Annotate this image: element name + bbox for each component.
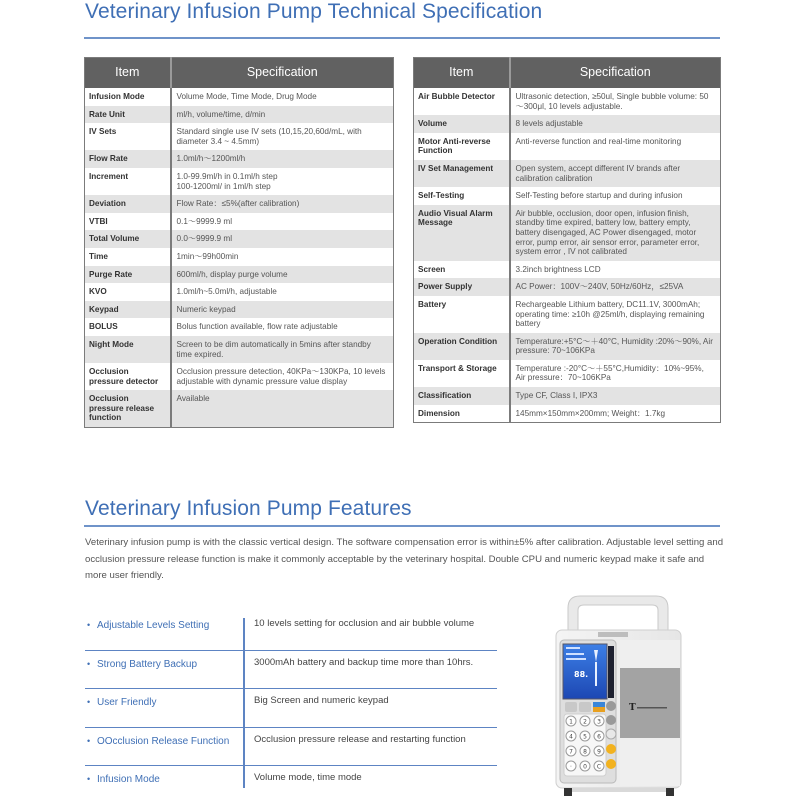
table-row xyxy=(85,123,394,150)
lcd-line xyxy=(566,658,586,660)
spec-item-label: Time xyxy=(85,248,171,266)
table-row xyxy=(85,336,394,363)
table-row xyxy=(414,360,721,387)
lcd-line xyxy=(566,647,580,649)
spec-item-value: 1.0-99.9ml/h in 0.1ml/h step 100-1200ml/ in 1ml/h step xyxy=(176,171,278,191)
features-list xyxy=(85,612,497,804)
table-row xyxy=(414,187,721,205)
spec-item-label: Battery xyxy=(414,296,510,333)
table-row xyxy=(414,387,721,405)
table-row xyxy=(85,266,394,284)
spec-item-label: Classification xyxy=(414,387,510,405)
feature-row xyxy=(85,728,497,767)
keypad-key-label: · xyxy=(570,763,572,771)
spec-item-value: 1.0ml/h~5.0ml/h, adjustable xyxy=(176,287,277,297)
spec-item-label: Purge Rate xyxy=(85,266,171,284)
brand-logo-icon: T xyxy=(629,703,636,713)
table-header-row xyxy=(85,58,394,89)
spec-item-label: Dimension xyxy=(414,405,510,423)
spec-item-label: Air Bubble Detector xyxy=(414,88,510,115)
drip-line-icon xyxy=(595,662,597,686)
spec-item-value: Bolus function available, flow rate adjustable xyxy=(176,322,338,332)
table-row xyxy=(85,390,394,427)
spec-item-value: 1.0ml/h～1200ml/h xyxy=(171,150,394,168)
feature-description: Occlusion pressure release and restarting function xyxy=(254,733,466,745)
header-specification: Specification xyxy=(510,58,721,89)
features-intro-paragraph: Veterinary infusion pump is with the classic vertical design. The software compensation error is within±5% after calibration. Adjustable level setting and occlusion pressure release function is make it commonly acceptable by the veterinary hospital. Double CPU and numeric keypad make it safe and more user friendly. xyxy=(85,537,724,581)
feature-row xyxy=(85,689,497,728)
table-row xyxy=(85,168,394,195)
home-key xyxy=(579,702,591,712)
spec-item-value: 0.0～9999.9 ml xyxy=(171,230,394,248)
power-key xyxy=(606,759,616,769)
table-row xyxy=(414,205,721,261)
header-item: Item xyxy=(85,58,171,89)
table-row xyxy=(414,160,721,187)
table-row xyxy=(414,115,721,133)
features-section-title: Veterinary Infusion Pump Features xyxy=(85,497,412,520)
table-header-row xyxy=(414,58,721,89)
table-row xyxy=(414,296,721,333)
bullet-icon: • xyxy=(87,620,91,630)
feature-label: User Friendly xyxy=(97,697,157,708)
brand-text-line xyxy=(637,707,667,709)
spec-item-label: Self-Testing xyxy=(414,187,510,205)
feature-label: Infusion Mode xyxy=(97,774,160,785)
spec-item-value: Air bubble, occlusion, door open, infusion finish, standby time expired, battery low, battery empty, battery disengaged, AC Power disengaged, motor error, pump error, air sensor error, parameter error, system error , IV not calibrated xyxy=(510,205,721,261)
spec-item-label: Motor Anti-reverse Function xyxy=(414,133,510,160)
feature-description: 3000mAh battery and backup time more than 10hrs. xyxy=(254,656,474,668)
bullet-icon: • xyxy=(87,735,91,746)
top-label xyxy=(598,632,628,637)
keypad-key-label: 6 xyxy=(597,733,601,741)
table-row xyxy=(85,230,394,248)
spec-item-label: Total Volume xyxy=(85,230,171,248)
spec-item-value: Volume Mode, Time Mode, Drug Mode xyxy=(176,92,317,101)
feature-row xyxy=(85,766,497,804)
spec-table-left xyxy=(84,57,394,428)
keypad-key-label: 3 xyxy=(597,718,601,726)
table-row xyxy=(85,248,394,266)
spec-item-label: Power Supply xyxy=(414,278,510,296)
spec-item-value: Anti-reverse function and real-time monitoring xyxy=(515,136,682,146)
keypad-key-label: 1 xyxy=(569,718,573,726)
spec-item-value: Temperature :-20°C～＋55°C,Humidity：10%~95%, Air pressure：70~106KPa xyxy=(515,363,704,383)
keypad-key-label: C xyxy=(596,763,602,771)
handle xyxy=(568,596,668,635)
select-key xyxy=(606,729,616,739)
spec-item-label: IV Set Management xyxy=(414,160,510,187)
bullet-icon: • xyxy=(87,774,91,784)
lcd-reading: 88. xyxy=(574,670,589,679)
spec-item-value: 600ml/h, display purge volume xyxy=(171,266,394,284)
spec-item-value: 1min～99h00min xyxy=(176,251,239,261)
features-title-underline xyxy=(84,525,720,527)
up-key xyxy=(606,701,616,711)
keypad-key-label: 9 xyxy=(597,748,601,756)
table-row xyxy=(414,278,721,296)
spec-item-value: Type CF, Class I, IPX3 xyxy=(510,387,721,405)
spec-item-label: BOLUS xyxy=(85,318,171,336)
header-specification: Specification xyxy=(171,58,394,89)
spec-item-label: Rate Unit xyxy=(85,106,171,124)
keypad-key-label: 7 xyxy=(569,748,573,756)
feature-row xyxy=(85,651,497,690)
feature-label: Strong Battery Backup xyxy=(97,658,198,670)
spec-item-label: Transport & Storage xyxy=(414,360,510,387)
bullet-icon: • xyxy=(87,697,91,707)
table-row xyxy=(85,283,394,301)
spec-item-label: Volume xyxy=(414,115,510,133)
spec-item-value: Temperature:+5°C～＋40°C, Humidity :20%～90%, Air pressure: 70~106KPa xyxy=(510,333,721,360)
keypad-key-label: 0 xyxy=(583,763,587,771)
orange-indicator xyxy=(593,707,605,712)
title-underline xyxy=(84,37,720,39)
table-row xyxy=(85,88,394,106)
spec-item-value: 0.1～9999.9 ml xyxy=(176,216,233,226)
spec-item-label: Flow Rate xyxy=(85,150,171,168)
spec-item-label: Increment xyxy=(85,168,171,195)
bullet-icon: • xyxy=(87,658,91,669)
menu-key xyxy=(565,702,577,712)
table-row xyxy=(414,133,721,160)
spec-item-value: ml/h, volume/time, d/min xyxy=(171,106,394,124)
spec-item-value: 3.2inch brightness LCD xyxy=(515,264,601,274)
blue-indicator xyxy=(593,702,605,707)
spec-item-value: Occlusion pressure detection, 40KPa～130KPa, 10 levels adjustable with dynamic pressure value display xyxy=(176,367,386,386)
keypad-key-label: 5 xyxy=(583,733,587,741)
stand-bar xyxy=(568,788,670,792)
feature-description: Big Screen and numeric keypad xyxy=(254,695,389,706)
table-row xyxy=(414,333,721,360)
spec-item-value: Self-Testing before startup and during infusion xyxy=(515,191,683,201)
table-row xyxy=(85,363,394,390)
spec-item-value: 8 levels adjustable xyxy=(510,115,721,133)
spec-item-label: Keypad xyxy=(85,301,171,319)
spec-item-value: Open system, accept different IV brands after calibration calibration xyxy=(510,160,721,187)
table-row xyxy=(85,106,394,124)
keypad-key-label: 4 xyxy=(569,733,573,741)
spec-item-value: Standard single use IV sets (10,15,20,60d/mL, with diameter 3.4 ~ 4.5mm) xyxy=(176,127,362,146)
keypad-key-label: 2 xyxy=(583,718,587,726)
table-row xyxy=(85,150,394,168)
feature-row xyxy=(85,612,497,651)
table-row xyxy=(85,213,394,231)
spec-item-label: Operation Condition xyxy=(414,333,510,360)
pump-illustration xyxy=(538,590,708,804)
start-stop-key xyxy=(606,744,616,754)
header-item: Item xyxy=(414,58,510,89)
spec-item-label: Night Mode xyxy=(85,336,171,363)
spec-item-label: Occlusion pressure release function xyxy=(85,390,171,427)
spec-item-label: VTBI xyxy=(85,213,171,231)
table-row xyxy=(414,405,721,423)
spec-item-value: Screen to be dim automatically in 5mins after standby time expired. xyxy=(171,336,394,363)
spec-item-value: Rechargeable Lithium battery, DC11.1V, 3000mAh; operating time: ≥10h @25ml/h, displaying remaining battery xyxy=(515,299,705,329)
spec-item-label: Screen xyxy=(414,261,510,279)
table-row xyxy=(85,195,394,213)
table-row xyxy=(85,318,394,336)
lcd-side-indicators xyxy=(608,646,614,698)
table-row xyxy=(414,88,721,115)
spec-item-value: Ultrasonic detection, ≥50ul, Single bubble volume: 50～300μl, 10 levels adjustable. xyxy=(515,92,709,111)
right-foot xyxy=(666,788,674,796)
down-key xyxy=(606,715,616,725)
spec-item-value: Available xyxy=(171,390,394,427)
table-row xyxy=(414,261,721,279)
keypad-key-label: 8 xyxy=(583,748,587,756)
spec-item-label: KVO xyxy=(85,283,171,301)
feature-label: Adjustable Levels Setting xyxy=(97,620,210,631)
spec-item-value: Flow Rate：≤5%(after calibration) xyxy=(171,195,394,213)
spec-table-right xyxy=(413,57,721,423)
spec-item-value: AC Power：100V～240V, 50Hz/60Hz，≤25VA xyxy=(510,278,721,296)
feature-label: OOcclusion Release Function xyxy=(97,735,230,747)
spec-item-value: Numeric keypad xyxy=(171,301,394,319)
feature-description: 10 levels setting for occlusion and air bubble volume xyxy=(254,618,475,629)
spec-item-label: Deviation xyxy=(85,195,171,213)
table-row xyxy=(85,301,394,319)
left-foot xyxy=(564,788,572,796)
spec-item-value: 145mm×150mm×200mm; Weight：1.7kg xyxy=(515,408,666,418)
spec-item-label: Occlusion pressure detector xyxy=(85,363,171,390)
infusion-pump-product-image xyxy=(538,590,708,804)
spec-item-label: Infusion Mode xyxy=(85,88,171,106)
feature-description: Volume mode, time mode xyxy=(254,772,362,783)
spec-section-title: Veterinary Infusion Pump Technical Specification xyxy=(85,0,543,23)
lcd-line xyxy=(566,653,584,655)
spec-item-label: IV Sets xyxy=(85,123,171,150)
spec-item-label: Audio Visual Alarm Message xyxy=(414,205,510,261)
